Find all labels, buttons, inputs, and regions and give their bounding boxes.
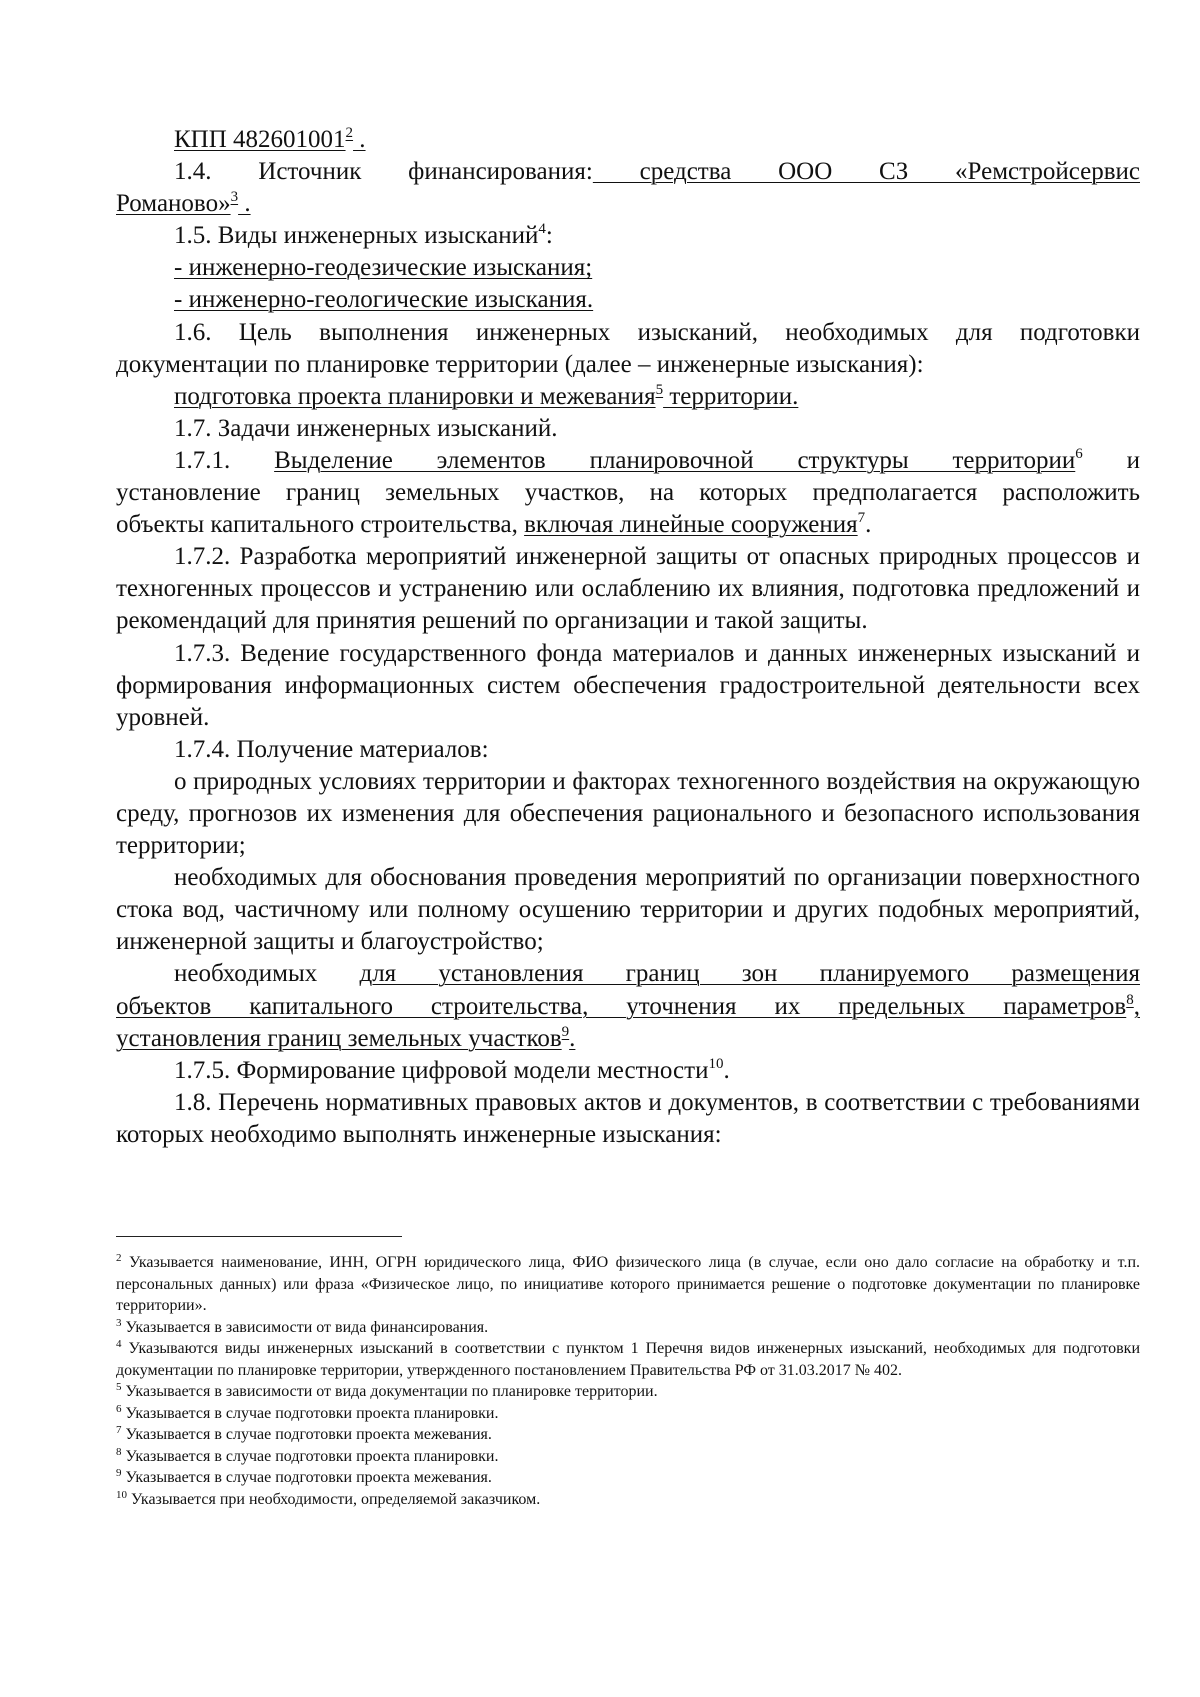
footnote-ref[interactable]: 9 [561,1023,570,1040]
item-c-land-plots: установления границ земельных участков [116,1024,562,1052]
footnote-separator [116,1236,402,1237]
section-1-7-1-line-1 [116,445,1140,477]
footnote-item [116,1252,1140,1317]
footnote-ref[interactable]: 6 [1075,445,1083,462]
footnote-ref[interactable]: 2 [345,125,354,141]
footnote-text: Указывается наименование, ИНН, ОГРН юридического лица, ФИО физического лица (в случае, если оно дало согласие на обработку и т.п. персональных данных) или фраза «Физическое лицо, по инициативе которого принимается решение о подготовке документации по планировке территории». [116,1254,1140,1314]
footnote-number: 6 [116,1402,122,1415]
section-1-7-1-line-3 [116,509,1140,541]
footnote-text: Указывается в случае подготовки проекта межевания. [121,1426,492,1443]
section-1-7-2: 1.7.2. Разработка мероприятий инженерной защиты от опасных природных процессов и техногенных процессов и устранению или ослаблению их влияния, подготовка предложений и рекомендаций для принятия решений по организации и такой защиты. [116,543,1140,635]
survey-goal-tail: территории. [663,382,799,410]
footnote-text: Указывается в случае подготовки проекта межевания. [121,1469,492,1486]
footnote-item [116,1381,1140,1403]
section-1-7: 1.7. Задачи инженерных изысканий. [174,414,558,442]
section-1-7-1-tail: . [865,511,872,539]
survey-goal-value: подготовка проекта планировки и межевания [174,382,656,410]
task-planning-structure: Выделение элементов планировочной структуры территории [274,446,1076,474]
section-1-5 [116,220,1140,252]
section-1-7-4-item-a: о природных условиях территории и факторах техногенного воздействия на окружающую среду, прогнозов их изменения для обеспечения рационального и безопасного использования территории; [116,767,1140,860]
survey-type-item [116,252,1140,284]
kpp-line [116,124,1140,156]
section-1-7-4-item-c-line-1 [116,958,1140,990]
funding-source-value: средства ООО СЗ «Ремстройсервис [592,158,1140,186]
section-1-7-5 [116,1055,1140,1087]
survey-type-item [116,284,1140,316]
item-c-lead: необходимых [174,960,360,988]
section-1-4-line-1 [116,156,1140,188]
footnote-ref[interactable]: 10 [708,1055,724,1072]
footnote-number: 2 [116,1252,122,1264]
item-c-tail: . [569,1024,576,1052]
footnote-ref[interactable]: 7 [857,510,866,527]
footnote-item [116,1338,1140,1381]
footnote-number: 5 [116,1381,122,1393]
section-1-7-5-tail: . [723,1056,730,1084]
section-1-4-label: 1.4. Источник финансирования: [174,158,593,186]
section-1-6-line-1: 1.6. Цель выполнения инженерных изысканий, необходимых для подготовки [174,318,1140,346]
footnote-number: 7 [116,1424,122,1436]
section-1-7-4-item-b: необходимых для обоснования проведения мероприятий по организации поверхностного стока вод, частичному или полному осушению территории и других подобных мероприятий, инженерной защиты и благоустройство; [116,864,1140,956]
footnote-number: 9 [116,1467,122,1479]
footnote-ref[interactable]: 3 [230,189,239,206]
section-1-7-1-and: и [1082,446,1140,474]
footnote-text: Указывается в случае подготовки проекта планировки. [121,1447,499,1465]
item-c-zones: для установления границ зон планируемого размещения [359,960,1140,988]
footnote-item [116,1467,1140,1489]
kpp-value: КПП 482601001 [174,126,346,153]
section-1-7-1-line-2: установление границ земельных участков, на которых предполагается расположить [116,479,1140,507]
section-1-7-3: 1.7.3. Ведение государственного фонда материалов и данных инженерных изысканий и формирования информационных систем обеспечения градостроительной деятельности всех уровней. [116,639,1140,731]
footnote-text: Указывается при необходимости, определяемой заказчиком. [127,1490,541,1508]
footnote-ref[interactable]: 4 [538,221,546,238]
footnote-item [116,1446,1140,1468]
section-1-8: 1.8. Перечень нормативных правовых актов и документов, в соответствии с требованиями которых необходимо выполнять инженерные изыскания: [116,1088,1140,1148]
footnotes [116,1252,1140,1510]
footnote-item [116,1424,1140,1446]
section-1-5-label: 1.5. Виды инженерных изысканий [174,222,539,250]
footnote-item [116,1317,1140,1339]
section-1-7-1-text: объекты капитального строительства, [116,511,525,539]
footnote-ref[interactable]: 5 [655,381,664,398]
section-1-4-line-2 [116,188,1140,220]
funding-source-value-cont: Романово» [116,190,231,218]
footnote-text: Указывается в зависимости от вида документации по планировке территории. [121,1383,658,1400]
footnote-number: 10 [116,1488,127,1501]
footnote-text: Указывается в зависимости от вида финансирования. [121,1318,489,1336]
section-1-7-4: 1.7.4. Получение материалов: [174,735,489,763]
footnote-number: 8 [116,1445,122,1458]
section-1-6-value [116,381,1140,413]
footnote-item [116,1403,1140,1425]
footnote-text: Указывается в случае подготовки проекта планировки. [121,1404,499,1422]
survey-type-geological: - инженерно-геологические изыскания. [174,286,594,314]
section-1-7-4-item-c-line-2 [116,991,1140,1023]
footnote-item [116,1489,1140,1511]
kpp-tail: . [353,126,366,153]
footnote-text: Указываются виды инженерных изысканий в соответствии с пунктом 1 Перечня видов инженерных изысканий, необходимых для подготовки документации по планировке территории, утвержденного постановлением Правительства РФ от 31.03.2017 № 402. [116,1340,1140,1379]
item-c-objects: объектов капитального строительства, уточнения их предельных параметров [116,992,1127,1020]
section-1-5-colon: : [545,222,553,250]
footnote-number: 3 [116,1316,122,1329]
section-1-7-5-text: 1.7.5. Формирование цифровой модели местности [174,1056,709,1084]
section-1-6-line-2: документации по планировке территории (далее – инженерные изыскания): [116,350,924,378]
survey-type-geodetic: - инженерно-геодезические изыскания; [174,254,593,282]
document-body [116,124,1140,1151]
footnote-ref[interactable]: 8 [1126,991,1134,1008]
funding-source-tail: . [238,190,251,218]
section-1-7-1-number: 1.7.1. [174,446,275,474]
footnote-number: 4 [116,1338,122,1350]
item-c-comma: , [1133,992,1140,1020]
section-1-7-4-item-c-line-3 [116,1023,1140,1055]
task-linear-structures: включая линейные сооружения [524,511,858,539]
